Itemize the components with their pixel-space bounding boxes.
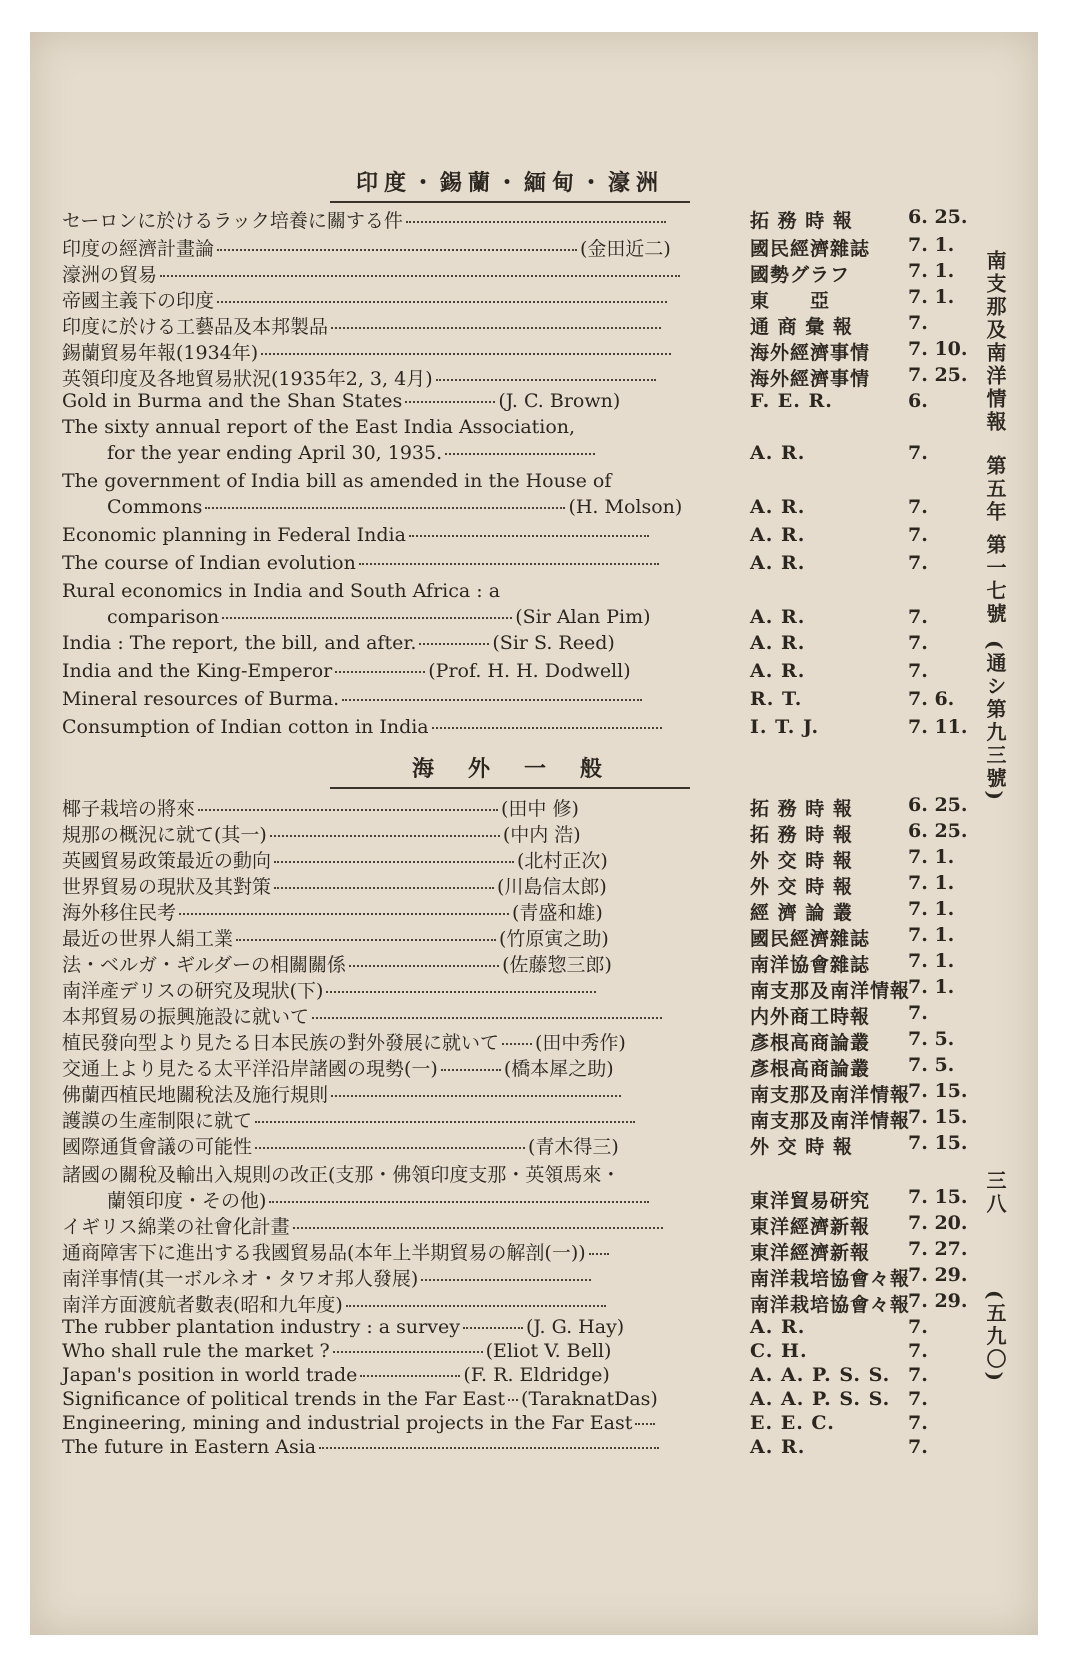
list-item [62, 606, 962, 634]
list-item [62, 1160, 962, 1188]
entry-source: 彥根高商論叢 [750, 1058, 871, 1080]
entry-date: 7. 11. [908, 716, 968, 738]
serial-number: (通シ第九三號) [983, 640, 1007, 803]
entry-title: Who shall rule the market ? [62, 1340, 330, 1362]
entry-date: 7. 1. [908, 950, 955, 972]
entry-date: 7. 6. [908, 688, 955, 710]
entry-date: 7. 1. [908, 234, 955, 256]
entry-title: 護謨の生產制限に就て [62, 1110, 253, 1132]
entry-author: (中内 浩) [502, 824, 581, 846]
list-item [62, 632, 962, 660]
entry-date: 7. [908, 1436, 928, 1458]
entry-source: A. R. [750, 496, 806, 518]
entry-source: A. R. [750, 552, 806, 574]
entry-source: A. A. P. S. S. [750, 1388, 891, 1410]
list-item [62, 552, 962, 580]
entry-date: 7. 29. [908, 1290, 968, 1312]
entry-title: 印度の經濟計畫論 [62, 238, 215, 260]
list-item [62, 1212, 968, 1240]
list-item [62, 872, 962, 900]
list-item [62, 1132, 968, 1160]
entry-author: (Prof. H. H. Dodwell) [428, 660, 631, 682]
entry-title: セーロンに於けるラック培養に關する件 [62, 210, 403, 232]
list-item [62, 1186, 968, 1214]
entry-author: (J. G. Hay) [525, 1316, 625, 1338]
entry-date: 7. 1. [908, 286, 955, 308]
entry-title: India and the King-Emperor [62, 660, 333, 682]
entry-date: 6. [908, 390, 928, 412]
entry-author: (竹原寅之助) [499, 928, 609, 950]
entry-date: 7. 1. [908, 260, 955, 282]
entry-date: 7. 1. [908, 898, 955, 920]
list-item [62, 1436, 962, 1464]
list-item [62, 716, 968, 744]
entry-source: 南支那及南洋情報 [750, 1110, 911, 1132]
list-item [62, 924, 962, 952]
list-item [62, 1054, 962, 1082]
entry-author: (川島信太郎) [497, 876, 607, 898]
entry-date: 7. [908, 552, 928, 574]
entry-date: 7. 10. [908, 338, 968, 360]
entry-title: 海外移住民考 [62, 902, 177, 924]
entry-source: 國民經濟雜誌 [750, 238, 871, 260]
entry-source: 國勢グラフ [750, 264, 851, 286]
entry-title: India : The report, the bill, and after. [62, 632, 417, 654]
entry-title: The course of Indian evolution [62, 552, 356, 574]
entry-title: The government of India bill as amended in the House of [62, 470, 612, 492]
list-item [62, 660, 962, 688]
entry-source: 東 亞 [750, 290, 831, 312]
entry-source: A. R. [750, 632, 806, 654]
entry-author: (北村正次) [517, 850, 608, 872]
entry-title: 通商障害下に進出する我國貿易品(本年上半期貿易の解剖(一)) [62, 1242, 586, 1264]
list-item [62, 206, 968, 234]
entry-date: 7. [908, 1316, 928, 1338]
entry-source: 外 交 時 報 [750, 876, 853, 898]
entry-source: 東洋經濟新報 [750, 1242, 871, 1264]
entry-source: A. R. [750, 1316, 806, 1338]
list-item [62, 338, 968, 366]
entry-source: 南支那及南洋情報 [750, 1084, 911, 1106]
entry-date: 7. 5. [908, 1028, 955, 1050]
list-item [62, 794, 968, 822]
entry-author: (青木得三) [528, 1136, 619, 1158]
page-number-total: (五九〇) [983, 1290, 1007, 1384]
list-item [62, 470, 962, 498]
entry-source: 國民經濟雜誌 [750, 928, 871, 950]
entry-source: 海外經濟事情 [750, 342, 871, 364]
entry-title: 國際通貨會議の可能性 [62, 1136, 253, 1158]
entry-source: 拓 務 時 報 [750, 210, 853, 232]
entry-title: The rubber plantation industry : a survey [62, 1316, 460, 1338]
entry-title: 印度に於ける工藝品及本邦製品 [62, 316, 329, 338]
entry-source: 彥根高商論叢 [750, 1032, 871, 1054]
entry-date: 7. 20. [908, 1212, 968, 1234]
entry-author: (青盛和雄) [512, 902, 603, 924]
entry-author: (佐藤惣三郎) [502, 954, 612, 976]
entry-source: A. R. [750, 606, 806, 628]
entry-title: The future in Eastern Asia [62, 1436, 317, 1458]
list-item [62, 1264, 968, 1292]
entry-author: (Eliot V. Bell) [485, 1340, 612, 1362]
section-heading-overseas: 海 外 一 般 [330, 752, 690, 789]
list-item [62, 260, 962, 288]
volume-number: 第五年 第一七號 [983, 455, 1007, 626]
entry-date: 6. 25. [908, 206, 968, 228]
list-item [62, 580, 962, 608]
journal-title: 南支那及南洋情報 [983, 250, 1007, 434]
entry-title: Engineering, mining and industrial projects in the Far East [62, 1412, 633, 1434]
list-item [62, 976, 962, 1004]
entry-source: A. R. [750, 660, 806, 682]
list-item [62, 312, 962, 340]
list-item [62, 1238, 968, 1266]
entry-title: Japan's position in world trade [62, 1364, 358, 1386]
list-item [62, 898, 962, 926]
entry-title-continued: Commons [107, 496, 203, 518]
entry-title: 世界貿易の現狀及其對策 [62, 876, 272, 898]
list-item [62, 950, 962, 978]
entry-title: 最近の世界人絹工業 [62, 928, 234, 950]
list-item [62, 1080, 968, 1108]
list-item [62, 496, 962, 524]
section-heading-india: 印度・錫蘭・緬甸・濠洲 [330, 166, 690, 203]
entry-date: 7. 15. [908, 1106, 968, 1128]
entry-source: A. R. [750, 1436, 806, 1458]
entry-author: (Sir S. Reed) [492, 632, 615, 654]
entry-date: 7. [908, 660, 928, 682]
entry-title: イギリス綿業の社會化計畫 [62, 1216, 290, 1238]
entry-date: 7. 29. [908, 1264, 968, 1286]
entry-source: 東洋貿易研究 [750, 1190, 871, 1212]
entry-source: A. A. P. S. S. [750, 1364, 891, 1386]
entry-source: I. T. J. [750, 716, 820, 738]
list-item [62, 1290, 968, 1318]
entry-author: (金田近二) [580, 238, 671, 260]
list-item [62, 1028, 962, 1056]
entry-source: 海外經濟事情 [750, 368, 871, 390]
list-item [62, 234, 962, 262]
list-item [62, 364, 968, 392]
entry-source: A. R. [750, 442, 806, 464]
entry-date: 7. 25. [908, 364, 968, 386]
entry-date: 7. [908, 1340, 928, 1362]
entry-author: (TaraknatDas) [521, 1388, 658, 1410]
list-item [62, 820, 968, 848]
entry-title: 錫蘭貿易年報(1934年) [62, 342, 259, 364]
entry-source: R. T. [750, 688, 803, 710]
entry-date: 7. 15. [908, 1132, 968, 1154]
entry-date: 7. [908, 632, 928, 654]
entry-date: 7. [908, 1412, 928, 1434]
list-item [62, 688, 962, 716]
entry-date: 7. [908, 496, 928, 518]
entry-source: 外 交 時 報 [750, 1136, 853, 1158]
entry-author: (F. R. Eldridge) [463, 1364, 610, 1386]
entry-date: 7. 1. [908, 976, 955, 998]
entry-title: 英國貿易政策最近の動向 [62, 850, 272, 872]
entry-date: 7. [908, 1002, 928, 1024]
entry-date: 7. 27. [908, 1238, 968, 1260]
entry-title: 濠洲の貿易 [62, 264, 158, 286]
entry-title: 南洋事情(其一ボルネオ・タワオ邦人發展) [62, 1268, 419, 1290]
entry-source: C. H. [750, 1340, 808, 1362]
list-item [62, 390, 962, 418]
entry-title: 規那の概況に就て(其一) [62, 824, 267, 846]
entry-source: 内外商工時報 [750, 1006, 871, 1028]
entry-title: 帝國主義下の印度 [62, 290, 215, 312]
entry-title: 佛蘭西植民地關稅法及施行規則 [62, 1084, 329, 1106]
entry-date: 7. 1. [908, 924, 955, 946]
entry-title: 法・ベルガ・ギルダーの相關關係 [62, 954, 347, 976]
entry-source: 南洋協會雜誌 [750, 954, 871, 976]
entry-author: (Sir Alan Pim) [515, 606, 651, 628]
entry-source: 南洋栽培協會々報 [750, 1268, 911, 1290]
entry-title: Consumption of Indian cotton in India [62, 716, 429, 738]
entry-title-continued: for the year ending April 30, 1935. [107, 442, 443, 464]
entry-title: Mineral resources of Burma. [62, 688, 340, 710]
list-item [62, 1002, 962, 1030]
entry-date: 7. [908, 524, 928, 546]
entry-title: 椰子栽培の將來 [62, 798, 196, 820]
entry-source: 外 交 時 報 [750, 850, 853, 872]
entry-title: 諸國の關稅及輸出入規則の改正(支那・佛領印度支那・英領馬來・ [62, 1164, 621, 1186]
entry-title: Gold in Burma and the Shan States [62, 390, 403, 412]
entry-title: 南洋產デリスの研究及現狀(下) [62, 980, 324, 1002]
list-item [62, 442, 962, 470]
entry-author: (J. C. Brown) [498, 390, 621, 412]
entry-title: 本邦貿易の振興施設に就いて [62, 1006, 310, 1028]
entry-author: (田中秀作) [535, 1032, 626, 1054]
entry-author: (H. Molson) [568, 496, 683, 518]
entry-date: 7. 15. [908, 1080, 968, 1102]
entry-source: A. R. [750, 524, 806, 546]
entry-title: 交通上より見たる太平洋沿岸諸國の現勢(一) [62, 1058, 438, 1080]
entry-title: Economic planning in Federal India [62, 524, 406, 546]
entry-date: 7. [908, 1388, 928, 1410]
entry-date: 7. 15. [908, 1186, 968, 1208]
list-item [62, 416, 962, 444]
entry-date: 7. [908, 606, 928, 628]
entry-date: 7. 5. [908, 1054, 955, 1076]
entry-title-continued: comparison [107, 606, 220, 628]
entry-date: 7. 1. [908, 846, 955, 868]
entry-date: 7. 1. [908, 872, 955, 894]
entry-title: 植民發向型より見たる日本民族の對外發展に就いて [62, 1032, 500, 1054]
entry-source: 經 濟 論 叢 [750, 902, 853, 924]
entry-source: 東洋經濟新報 [750, 1216, 871, 1238]
entry-date: 6. 25. [908, 820, 968, 842]
entry-title: The sixty annual report of the East India Association, [62, 416, 576, 438]
entry-date: 6. 25. [908, 794, 968, 816]
page-number-local: 三八 [983, 1170, 1007, 1216]
list-item [62, 524, 962, 552]
entry-title: 英領印度及各地貿易狀況(1935年2, 3, 4月) [62, 368, 433, 390]
list-item [62, 286, 962, 314]
entry-author: (橋本犀之助) [503, 1058, 614, 1080]
entry-source: F. E. R. [750, 390, 833, 412]
entry-title-continued: 蘭領印度・その他) [107, 1190, 267, 1212]
entry-author: (田中 修) [501, 798, 579, 820]
entry-title: Rural economics in India and South Africa : a [62, 580, 501, 602]
entry-title: 南洋方面渡航者數表(昭和九年度) [62, 1294, 343, 1316]
entry-source: 南洋栽培協會々報 [750, 1294, 911, 1316]
list-item [62, 846, 962, 874]
entry-date: 7. [908, 442, 928, 464]
list-item [62, 1106, 968, 1134]
entry-source: 南支那及南洋情報 [750, 980, 911, 1002]
entry-source: 拓 務 時 報 [750, 824, 853, 846]
entry-source: 通 商 彙 報 [750, 316, 853, 338]
entry-date: 7. [908, 1364, 928, 1386]
entry-source: E. E. C. [750, 1412, 835, 1434]
entry-source: 拓 務 時 報 [750, 798, 853, 820]
entry-date: 7. [908, 312, 928, 334]
entry-title: Significance of political trends in the Far East [62, 1388, 506, 1410]
